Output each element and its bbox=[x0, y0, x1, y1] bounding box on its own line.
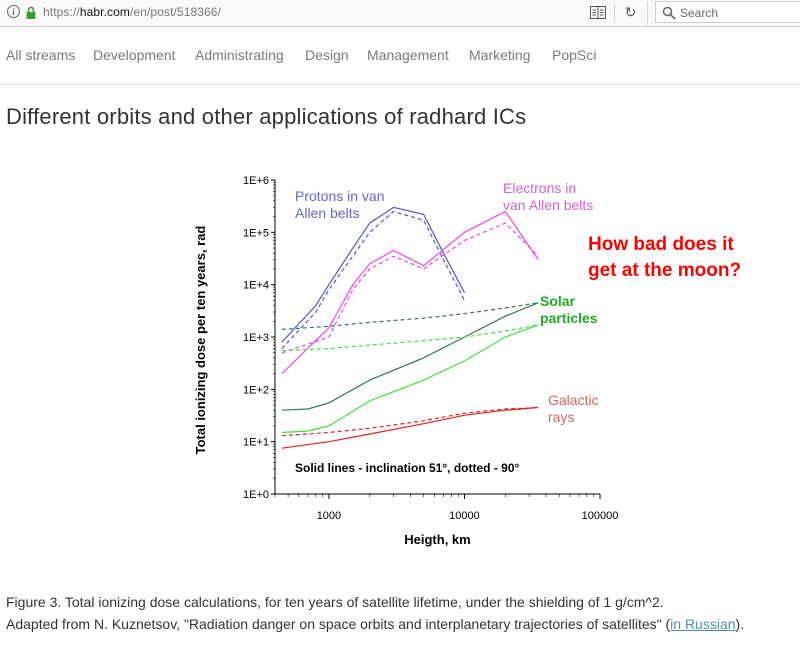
nav-design[interactable]: Design bbox=[305, 47, 349, 63]
series-line-3 bbox=[282, 223, 538, 353]
y-tick-label: 1E+2 bbox=[243, 384, 269, 397]
series-line-9 bbox=[282, 408, 538, 436]
nav-management[interactable]: Management bbox=[367, 47, 449, 63]
annotation-line1: How bad does it bbox=[588, 234, 734, 255]
site-info-icon[interactable]: i bbox=[7, 5, 20, 18]
series-label-line1: Solar bbox=[540, 293, 576, 309]
url-scheme: https:// bbox=[43, 5, 80, 19]
series-label-line1: Protons in van bbox=[295, 188, 385, 204]
search-icon bbox=[662, 6, 676, 20]
browser-toolbar bbox=[0, 0, 800, 27]
url-path: /en/post/518366/ bbox=[130, 5, 222, 19]
chart-note: Solid lines - inclination 51°, dotted - 90° bbox=[295, 461, 520, 475]
series-label-line2: van Allen belts bbox=[503, 197, 594, 213]
y-tick-label: 1E+1 bbox=[243, 436, 269, 449]
nav-marketing[interactable]: Marketing bbox=[469, 47, 531, 63]
address-bar[interactable] bbox=[43, 5, 221, 19]
caption-end: ). bbox=[735, 616, 745, 632]
y-tick-label: 1E+5 bbox=[243, 227, 269, 240]
lock-icon[interactable] bbox=[26, 6, 36, 20]
radiation-dose-chart bbox=[180, 168, 800, 558]
reader-view-icon[interactable] bbox=[590, 6, 606, 19]
series-label-line2: rays bbox=[548, 409, 575, 425]
url-domain: habr.com bbox=[79, 5, 130, 19]
figure bbox=[180, 168, 800, 558]
series-label-line2: particles bbox=[540, 310, 598, 326]
series-line-7 bbox=[282, 325, 538, 351]
y-tick-label: 1E+3 bbox=[243, 332, 269, 344]
nav-development[interactable]: Development bbox=[93, 47, 176, 63]
figure-caption bbox=[6, 591, 796, 635]
caption-line-1: Figure 3. Total ionizing dose calculations, for ten years of satellite lifetime, under the shielding of 1 g/cm^2. bbox=[6, 594, 664, 610]
x-axis-label: Heigth, km bbox=[404, 532, 471, 547]
toolbar-divider bbox=[647, 1, 648, 25]
series-label-line2: Allen belts bbox=[295, 205, 360, 221]
y-tick-label: 1E+6 bbox=[243, 175, 269, 187]
annotation-line2: get at the moon? bbox=[588, 260, 742, 281]
series-line-1 bbox=[282, 212, 465, 349]
y-tick-label: 1E+4 bbox=[243, 279, 269, 292]
nav-all-streams[interactable]: All streams bbox=[6, 47, 76, 63]
streams-nav bbox=[0, 27, 800, 85]
series-label-line1: Electrons in bbox=[503, 180, 577, 196]
search-input[interactable]: Search bbox=[680, 6, 719, 20]
toolbar-separator bbox=[614, 4, 615, 22]
search-box[interactable] bbox=[655, 1, 800, 23]
reload-icon[interactable]: ↻ bbox=[624, 4, 637, 20]
series-line-5 bbox=[282, 303, 538, 330]
y-tick-label: 1E+0 bbox=[243, 489, 269, 501]
nav-popsci[interactable]: PopSci bbox=[552, 47, 597, 63]
x-tick-label: 100000 bbox=[581, 510, 619, 522]
y-axis-label: Total ionizing dose per ten years, rad bbox=[193, 225, 208, 455]
caption-line-2: Adapted from N. Kuznetsov, "Radiation danger on space orbits and interplanetary trajectories of satellites" ( bbox=[6, 616, 671, 632]
x-tick-label: 10000 bbox=[449, 510, 480, 522]
series-line-6 bbox=[282, 325, 538, 433]
article-title: Different orbits and other applications of radhard ICs bbox=[6, 104, 527, 129]
x-tick-label: 1000 bbox=[316, 510, 342, 522]
nav-administrating[interactable]: Administrating bbox=[195, 47, 284, 63]
caption-link-in-russian[interactable]: in Russian bbox=[670, 616, 736, 632]
series-label-line1: Galactic bbox=[548, 392, 599, 408]
